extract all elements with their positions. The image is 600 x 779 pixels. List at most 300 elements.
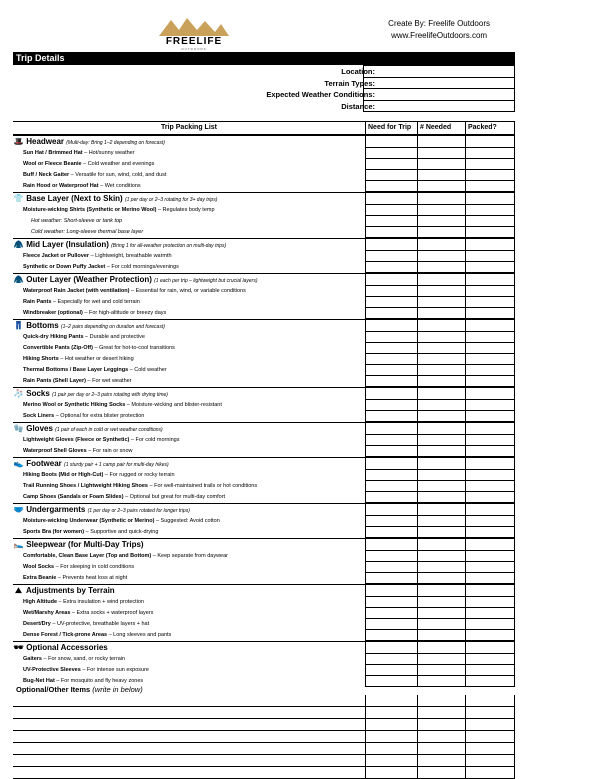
section-note: (1 sturdy pair + 1 camp pair for multi-day hikes) bbox=[64, 462, 169, 468]
need-for-trip-cell[interactable] bbox=[365, 527, 417, 538]
shirt-icon: 👕 bbox=[13, 194, 24, 203]
need-for-trip-cell[interactable] bbox=[365, 193, 417, 205]
packed-cell[interactable] bbox=[465, 597, 515, 608]
section-header bbox=[13, 422, 515, 435]
need-for-trip-cell[interactable] bbox=[365, 504, 417, 516]
section-title: Headwear bbox=[26, 137, 65, 146]
need-for-trip-cell[interactable] bbox=[365, 286, 417, 297]
section-title: Sleepwear (for Multi-Day Trips) bbox=[26, 540, 144, 549]
packed-cell[interactable] bbox=[465, 481, 515, 492]
number-needed-cell[interactable] bbox=[417, 585, 465, 597]
item-text: Waterproof Rain Jacket (with ventilation) – Essential for rain, wind, or variable conditions bbox=[23, 288, 246, 294]
checkbox-cells bbox=[365, 411, 515, 422]
number-needed-cell[interactable] bbox=[417, 193, 465, 205]
section-title: Bottoms bbox=[26, 321, 59, 330]
need-for-trip-cell[interactable] bbox=[365, 731, 417, 742]
packed-cell[interactable] bbox=[465, 274, 515, 286]
trip-field-label: Location: bbox=[341, 67, 375, 76]
number-needed-cell[interactable] bbox=[417, 597, 465, 608]
need-for-trip-cell[interactable] bbox=[365, 365, 417, 376]
packed-cell[interactable] bbox=[465, 365, 515, 376]
number-needed-cell[interactable] bbox=[417, 286, 465, 297]
packed-cell[interactable] bbox=[465, 630, 515, 641]
packed-cell[interactable] bbox=[465, 642, 515, 654]
number-needed-cell[interactable] bbox=[417, 308, 465, 319]
need-for-trip-cell[interactable] bbox=[365, 205, 417, 216]
section-note: (1–2 pairs depending on duration and forecast) bbox=[60, 324, 165, 330]
packed-cell[interactable] bbox=[465, 297, 515, 308]
list-item bbox=[13, 446, 515, 457]
need-for-trip-cell[interactable] bbox=[365, 376, 417, 387]
packed-cell[interactable] bbox=[465, 423, 515, 435]
section-note: (Multi-day: Bring 1–2 depending on forecast) bbox=[66, 140, 165, 146]
need-for-trip-cell[interactable] bbox=[365, 343, 417, 354]
need-for-trip-cell[interactable] bbox=[365, 630, 417, 641]
need-for-trip-cell[interactable] bbox=[365, 136, 417, 148]
item-text: Fleece Jacket or Pullover – Lightweight, breathable warmth bbox=[23, 253, 172, 259]
packed-cell[interactable] bbox=[465, 216, 515, 227]
checkbox-cells bbox=[365, 619, 515, 630]
section-header bbox=[13, 319, 515, 332]
section-header bbox=[13, 641, 515, 654]
number-needed-cell[interactable] bbox=[417, 388, 465, 400]
website: www.FreelifeOutdoors.com bbox=[391, 31, 488, 40]
need-for-trip-cell[interactable] bbox=[365, 551, 417, 562]
checkbox-cells bbox=[365, 665, 515, 676]
checkbox-cells bbox=[365, 181, 515, 192]
item-text: Dense Forest / Tick-prone Areas – Long sleeves and pants bbox=[23, 632, 172, 638]
packed-cell[interactable] bbox=[465, 743, 515, 754]
checkbox-cells bbox=[365, 170, 515, 181]
number-needed-cell[interactable] bbox=[417, 481, 465, 492]
checkbox-cells bbox=[365, 262, 515, 273]
pants-icon: 👖 bbox=[13, 321, 24, 330]
need-for-trip-cell[interactable] bbox=[365, 308, 417, 319]
brand-logo bbox=[155, 16, 233, 51]
need-for-trip-cell[interactable] bbox=[365, 665, 417, 676]
need-for-trip-cell[interactable] bbox=[365, 642, 417, 654]
packed-cell[interactable] bbox=[465, 516, 515, 527]
number-needed-cell[interactable] bbox=[417, 755, 465, 766]
checkbox-cells bbox=[365, 743, 515, 754]
number-needed-cell[interactable] bbox=[417, 274, 465, 286]
list-item bbox=[13, 562, 515, 573]
need-for-trip-cell[interactable] bbox=[365, 707, 417, 718]
need-for-trip-cell[interactable] bbox=[365, 676, 417, 687]
number-needed-cell[interactable] bbox=[417, 562, 465, 573]
number-needed-cell[interactable] bbox=[417, 719, 465, 730]
optional-hint: (write in below) bbox=[92, 685, 143, 694]
number-needed-cell[interactable] bbox=[417, 695, 465, 706]
need-for-trip-cell[interactable] bbox=[365, 216, 417, 227]
packed-cell[interactable] bbox=[465, 239, 515, 251]
number-needed-cell[interactable] bbox=[417, 251, 465, 262]
number-needed-cell[interactable] bbox=[417, 767, 465, 778]
number-needed-cell[interactable] bbox=[417, 731, 465, 742]
checkbox-cells bbox=[365, 227, 515, 238]
checkbox-cells bbox=[365, 539, 515, 551]
list-item bbox=[13, 365, 515, 376]
packed-cell[interactable] bbox=[465, 446, 515, 457]
packed-cell[interactable] bbox=[465, 573, 515, 584]
section-title: Optional Accessories bbox=[26, 643, 108, 652]
item-text: Merino Wool or Synthetic Hiking Socks – Moisture-wicking and blister-resistant bbox=[23, 402, 222, 408]
number-needed-cell[interactable] bbox=[417, 411, 465, 422]
need-for-trip-cell[interactable] bbox=[365, 492, 417, 503]
trip-field-input[interactable] bbox=[363, 65, 515, 77]
checkbox-cells bbox=[365, 504, 515, 516]
section-note: (1 pair per day or 2–3 pairs rotating with drying time) bbox=[52, 392, 168, 398]
section-title: Socks bbox=[26, 389, 50, 398]
list-item bbox=[13, 181, 515, 192]
packed-cell[interactable] bbox=[465, 262, 515, 273]
checkbox-cells bbox=[365, 458, 515, 470]
list-item bbox=[13, 411, 515, 422]
need-for-trip-cell[interactable] bbox=[365, 411, 417, 422]
number-needed-cell[interactable] bbox=[417, 239, 465, 251]
packed-cell[interactable] bbox=[465, 400, 515, 411]
trip-field-row bbox=[13, 88, 515, 100]
need-for-trip-cell[interactable] bbox=[365, 516, 417, 527]
item-text: Sun Hat / Brimmed Hat – Hot/sunny weather bbox=[23, 150, 135, 156]
optional-blank-row[interactable] bbox=[13, 719, 515, 731]
list-item bbox=[13, 608, 515, 619]
need-for-trip-cell[interactable] bbox=[365, 654, 417, 665]
need-for-trip-cell[interactable] bbox=[365, 332, 417, 343]
checkbox-cells bbox=[365, 695, 515, 706]
section-header bbox=[13, 457, 515, 470]
need-for-trip-cell[interactable] bbox=[365, 573, 417, 584]
item-text: Trail Running Shoes / Lightweight Hiking Shoes – For well-maintained trails or hot conditions bbox=[23, 483, 258, 489]
item-text: Sports Bra (for women) – Supportive and quick-drying bbox=[23, 529, 159, 535]
trip-field-input[interactable] bbox=[363, 77, 515, 89]
number-needed-cell[interactable] bbox=[417, 707, 465, 718]
item-text: Comfortable, Clean Base Layer (Top and Bottom) – Keep separate from daywear bbox=[23, 553, 228, 559]
need-for-trip-cell[interactable] bbox=[365, 562, 417, 573]
number-needed-cell[interactable] bbox=[417, 573, 465, 584]
number-needed-cell[interactable] bbox=[417, 423, 465, 435]
need-for-trip-cell[interactable] bbox=[365, 239, 417, 251]
packed-cell[interactable] bbox=[465, 608, 515, 619]
list-item bbox=[13, 376, 515, 387]
packed-cell[interactable] bbox=[465, 411, 515, 422]
item-text: Gaiters – For snow, sand, or rocky terrain bbox=[23, 656, 126, 662]
need-for-trip-cell[interactable] bbox=[365, 470, 417, 481]
list-item bbox=[13, 527, 515, 538]
checkbox-cells bbox=[365, 642, 515, 654]
packed-cell[interactable] bbox=[465, 148, 515, 159]
need-for-trip-cell[interactable] bbox=[365, 767, 417, 778]
checkbox-cells bbox=[365, 481, 515, 492]
checkbox-cells bbox=[365, 470, 515, 481]
item-text: Hot weather: Short-sleeve or tank top bbox=[31, 218, 123, 224]
checkbox-cells bbox=[365, 562, 515, 573]
number-needed-cell[interactable] bbox=[417, 516, 465, 527]
number-needed-cell[interactable] bbox=[417, 492, 465, 503]
packed-cell[interactable] bbox=[465, 159, 515, 170]
need-for-trip-cell[interactable] bbox=[365, 619, 417, 630]
item-text: Wet/Marshy Areas – Extra socks + waterproof layers bbox=[23, 610, 154, 616]
list-item bbox=[13, 148, 515, 159]
packed-cell[interactable] bbox=[465, 707, 515, 718]
checkbox-cells bbox=[365, 492, 515, 503]
number-needed-cell[interactable] bbox=[417, 551, 465, 562]
need-for-trip-cell[interactable] bbox=[365, 170, 417, 181]
optional-blank-row[interactable] bbox=[13, 743, 515, 755]
list-item bbox=[13, 551, 515, 562]
need-for-trip-cell[interactable] bbox=[365, 597, 417, 608]
number-needed-cell[interactable] bbox=[417, 527, 465, 538]
need-for-trip-cell[interactable] bbox=[365, 262, 417, 273]
need-for-trip-cell[interactable] bbox=[365, 608, 417, 619]
packed-cell[interactable] bbox=[465, 654, 515, 665]
trip-field-label: Expected Weather Conditions: bbox=[266, 90, 375, 99]
optional-blank-row[interactable] bbox=[13, 707, 515, 719]
list-item bbox=[13, 297, 515, 308]
list-item bbox=[13, 435, 515, 446]
checkbox-cells bbox=[365, 343, 515, 354]
need-for-trip-cell[interactable] bbox=[365, 481, 417, 492]
packed-cell[interactable] bbox=[465, 551, 515, 562]
number-needed-cell[interactable] bbox=[417, 539, 465, 551]
need-for-trip-cell[interactable] bbox=[365, 423, 417, 435]
list-item bbox=[13, 205, 515, 216]
number-needed-cell[interactable] bbox=[417, 743, 465, 754]
packed-cell[interactable] bbox=[465, 767, 515, 778]
item-text: Hiking Boots (Mid or High-Cut) – For rugged or rocky terrain bbox=[23, 472, 175, 478]
trip-field-input[interactable] bbox=[363, 88, 515, 100]
need-for-trip-cell[interactable] bbox=[365, 274, 417, 286]
col-number-needed: # Needed bbox=[417, 122, 465, 134]
checkbox-cells bbox=[365, 365, 515, 376]
packed-cell[interactable] bbox=[465, 376, 515, 387]
optional-blank-row[interactable] bbox=[13, 767, 515, 779]
need-for-trip-cell[interactable] bbox=[365, 227, 417, 238]
packed-cell[interactable] bbox=[465, 193, 515, 205]
item-text: Quick-dry Hiking Pants – Durable and protective bbox=[23, 334, 145, 340]
packed-cell[interactable] bbox=[465, 562, 515, 573]
number-needed-cell[interactable] bbox=[417, 470, 465, 481]
checkbox-cells bbox=[365, 608, 515, 619]
packed-cell[interactable] bbox=[465, 731, 515, 742]
need-for-trip-cell[interactable] bbox=[365, 297, 417, 308]
packed-cell[interactable] bbox=[465, 458, 515, 470]
packed-cell[interactable] bbox=[465, 205, 515, 216]
number-needed-cell[interactable] bbox=[417, 297, 465, 308]
list-item bbox=[13, 470, 515, 481]
checkbox-cells bbox=[365, 446, 515, 457]
accessories-icon: 🕶 bbox=[13, 643, 24, 652]
need-for-trip-cell[interactable] bbox=[365, 354, 417, 365]
section-header bbox=[13, 387, 515, 400]
number-needed-cell[interactable] bbox=[417, 630, 465, 641]
need-for-trip-cell[interactable] bbox=[365, 458, 417, 470]
item-text: Extra Beanie – Prevents heat loss at night bbox=[23, 575, 128, 581]
section-header bbox=[13, 538, 515, 551]
number-needed-cell[interactable] bbox=[417, 148, 465, 159]
checkbox-cells bbox=[365, 630, 515, 641]
packed-cell[interactable] bbox=[465, 136, 515, 148]
trip-field-label: Distance: bbox=[341, 101, 375, 111]
number-needed-cell[interactable] bbox=[417, 665, 465, 676]
optional-blank-row[interactable] bbox=[13, 731, 515, 743]
packed-cell[interactable] bbox=[465, 676, 515, 687]
checkbox-cells bbox=[365, 767, 515, 778]
checkbox-cells bbox=[365, 239, 515, 251]
packed-cell[interactable] bbox=[465, 470, 515, 481]
number-needed-cell[interactable] bbox=[417, 332, 465, 343]
packed-cell[interactable] bbox=[465, 719, 515, 730]
checkbox-cells bbox=[365, 423, 515, 435]
section-header bbox=[13, 503, 515, 516]
optional-items-title: Optional/Other Items (write in below) bbox=[16, 685, 143, 694]
item-text: High Altitude – Extra insulation + wind protection bbox=[23, 599, 144, 605]
packed-cell[interactable] bbox=[465, 527, 515, 538]
number-needed-cell[interactable] bbox=[417, 619, 465, 630]
list-item bbox=[13, 492, 515, 503]
need-for-trip-cell[interactable] bbox=[365, 539, 417, 551]
packed-cell[interactable] bbox=[465, 343, 515, 354]
brand-subtitle: OUTDOORS bbox=[181, 47, 207, 51]
list-item bbox=[13, 516, 515, 527]
trip-field-input[interactable] bbox=[363, 100, 515, 112]
item-text: Camp Shoes (Sandals or Foam Slides) – Optional but great for multi-day comfort bbox=[23, 494, 226, 500]
need-for-trip-cell[interactable] bbox=[365, 585, 417, 597]
item-text: Sock Liners – Optional for extra blister protection bbox=[23, 413, 145, 419]
item-text: Thermal Bottoms / Base Layer Leggings – Cold weather bbox=[23, 367, 167, 373]
packed-cell[interactable] bbox=[465, 619, 515, 630]
need-for-trip-cell[interactable] bbox=[365, 695, 417, 706]
number-needed-cell[interactable] bbox=[417, 216, 465, 227]
section-header bbox=[13, 584, 515, 597]
packed-cell[interactable] bbox=[465, 286, 515, 297]
need-for-trip-cell[interactable] bbox=[365, 320, 417, 332]
checkbox-cells bbox=[365, 308, 515, 319]
number-needed-cell[interactable] bbox=[417, 354, 465, 365]
number-needed-cell[interactable] bbox=[417, 654, 465, 665]
need-for-trip-cell[interactable] bbox=[365, 251, 417, 262]
need-for-trip-cell[interactable] bbox=[365, 743, 417, 754]
checkbox-cells bbox=[365, 707, 515, 718]
item-text: Moisture-wicking Shirts (Synthetic or Merino Wool) – Regulates body temp bbox=[23, 207, 215, 213]
need-for-trip-cell[interactable] bbox=[365, 181, 417, 192]
item-text: Lightweight Gloves (Fleece or Synthetic) – For cold mornings bbox=[23, 437, 180, 443]
list-item bbox=[13, 665, 515, 676]
packed-cell[interactable] bbox=[465, 181, 515, 192]
number-needed-cell[interactable] bbox=[417, 227, 465, 238]
need-for-trip-cell[interactable] bbox=[365, 400, 417, 411]
section-header bbox=[13, 192, 515, 205]
optional-blank-row[interactable] bbox=[13, 695, 515, 707]
packed-cell[interactable] bbox=[465, 308, 515, 319]
number-needed-cell[interactable] bbox=[417, 262, 465, 273]
checkbox-cells bbox=[365, 527, 515, 538]
number-needed-cell[interactable] bbox=[417, 181, 465, 192]
number-needed-cell[interactable] bbox=[417, 170, 465, 181]
checkbox-cells bbox=[365, 516, 515, 527]
section-header bbox=[13, 135, 515, 148]
packed-cell[interactable] bbox=[465, 227, 515, 238]
packed-cell[interactable] bbox=[465, 695, 515, 706]
checkbox-cells bbox=[365, 286, 515, 297]
checkbox-cells bbox=[365, 159, 515, 170]
packed-cell[interactable] bbox=[465, 665, 515, 676]
checkbox-cells bbox=[365, 251, 515, 262]
packed-cell[interactable] bbox=[465, 251, 515, 262]
packed-cell[interactable] bbox=[465, 755, 515, 766]
packed-cell[interactable] bbox=[465, 504, 515, 516]
number-needed-cell[interactable] bbox=[417, 365, 465, 376]
checkbox-cells bbox=[365, 551, 515, 562]
number-needed-cell[interactable] bbox=[417, 400, 465, 411]
list-item bbox=[13, 286, 515, 297]
underwear-icon: 🩲 bbox=[13, 505, 24, 514]
packed-cell[interactable] bbox=[465, 320, 515, 332]
number-needed-cell[interactable] bbox=[417, 320, 465, 332]
section-note: (1 each per trip – lightweight but crucial layers) bbox=[154, 278, 258, 284]
packed-cell[interactable] bbox=[465, 354, 515, 365]
number-needed-cell[interactable] bbox=[417, 343, 465, 354]
item-text: Bug-Net Hat – For mosquito and fly heavy zones bbox=[23, 678, 144, 684]
need-for-trip-cell[interactable] bbox=[365, 719, 417, 730]
number-needed-cell[interactable] bbox=[417, 676, 465, 687]
sock-icon: 🧦 bbox=[13, 389, 24, 398]
number-needed-cell[interactable] bbox=[417, 376, 465, 387]
number-needed-cell[interactable] bbox=[417, 446, 465, 457]
checkbox-cells bbox=[365, 148, 515, 159]
trip-details-title: Trip Details bbox=[13, 52, 515, 65]
number-needed-cell[interactable] bbox=[417, 608, 465, 619]
checkbox-cells bbox=[365, 274, 515, 286]
packed-cell[interactable] bbox=[465, 539, 515, 551]
need-for-trip-cell[interactable] bbox=[365, 755, 417, 766]
need-for-trip-cell[interactable] bbox=[365, 388, 417, 400]
packed-cell[interactable] bbox=[465, 332, 515, 343]
table-header bbox=[13, 121, 515, 135]
checkbox-cells bbox=[365, 755, 515, 766]
list-item bbox=[13, 597, 515, 608]
need-for-trip-cell[interactable] bbox=[365, 435, 417, 446]
need-for-trip-cell[interactable] bbox=[365, 159, 417, 170]
packed-cell[interactable] bbox=[465, 492, 515, 503]
checkbox-cells bbox=[365, 435, 515, 446]
checkbox-cells bbox=[365, 205, 515, 216]
packed-cell[interactable] bbox=[465, 585, 515, 597]
packed-cell[interactable] bbox=[465, 388, 515, 400]
need-for-trip-cell[interactable] bbox=[365, 148, 417, 159]
list-item bbox=[13, 227, 515, 238]
number-needed-cell[interactable] bbox=[417, 458, 465, 470]
number-needed-cell[interactable] bbox=[417, 136, 465, 148]
checkbox-cells bbox=[365, 654, 515, 665]
optional-blank-row[interactable] bbox=[13, 755, 515, 767]
packed-cell[interactable] bbox=[465, 170, 515, 181]
number-needed-cell[interactable] bbox=[417, 205, 465, 216]
mountain-icon: ⛰ bbox=[15, 586, 22, 595]
number-needed-cell[interactable] bbox=[417, 159, 465, 170]
number-needed-cell[interactable] bbox=[417, 435, 465, 446]
checkbox-cells bbox=[365, 297, 515, 308]
number-needed-cell[interactable] bbox=[417, 504, 465, 516]
item-text: Rain Pants (Shell Layer) – For wet weather bbox=[23, 378, 132, 384]
item-text: Waterproof Shell Gloves – For rain or snow bbox=[23, 448, 133, 454]
packed-cell[interactable] bbox=[465, 435, 515, 446]
need-for-trip-cell[interactable] bbox=[365, 446, 417, 457]
list-item bbox=[13, 308, 515, 319]
section-title: Footwear bbox=[26, 459, 62, 468]
brand-name: FREELIFE bbox=[165, 36, 223, 47]
number-needed-cell[interactable] bbox=[417, 642, 465, 654]
